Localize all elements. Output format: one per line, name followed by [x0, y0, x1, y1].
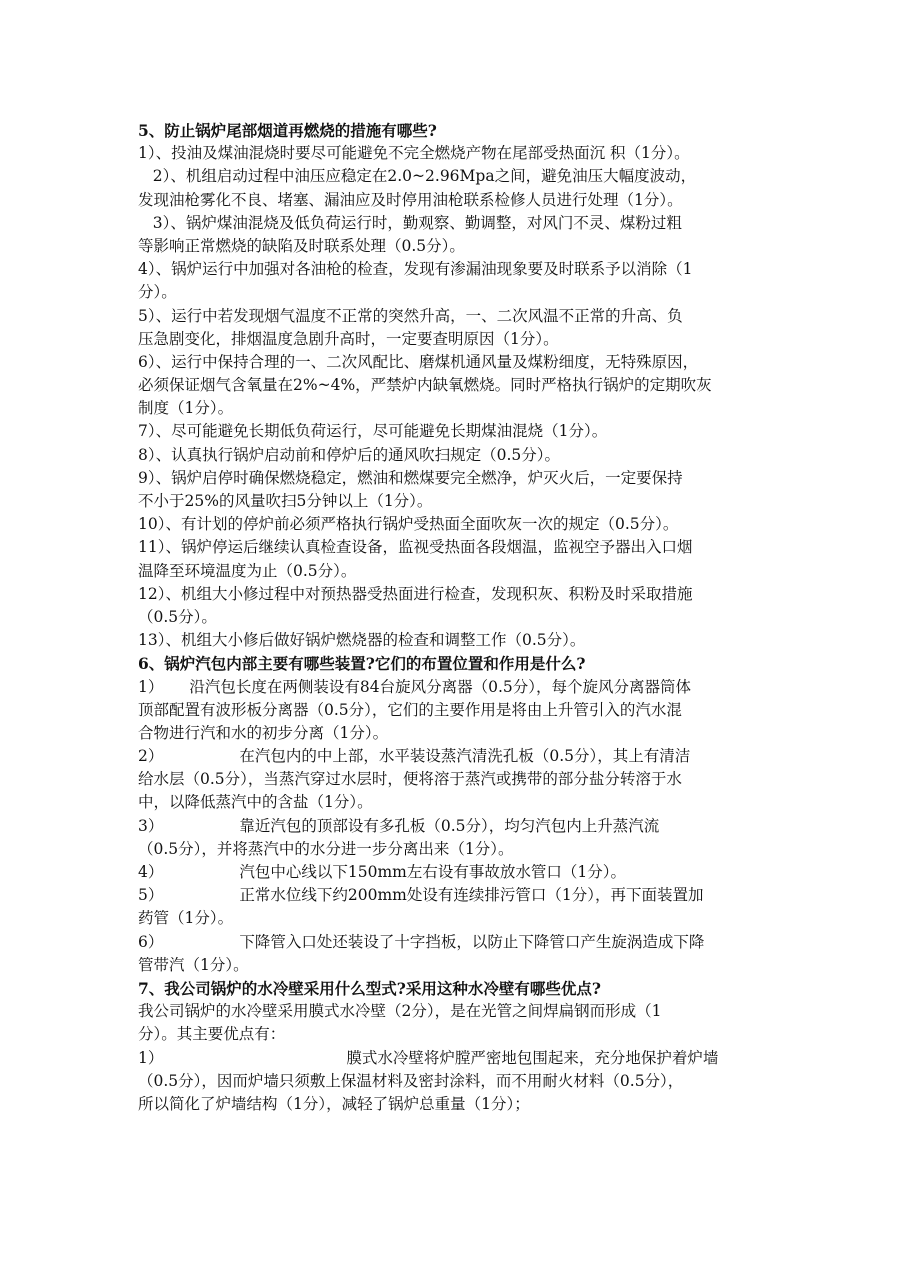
q5-line: 11）、锅炉停运后继续认真检查设备，监视受热面各段烟温，监视空予器出入口烟	[138, 538, 693, 557]
q5-line: 温降至环境温度为止（0.5分）。	[138, 561, 357, 580]
q5-line: 9）、锅炉启停时确保燃烧稳定，燃油和燃煤要完全燃净，炉灭火后，一定要保持	[138, 468, 683, 487]
q7-item-1	[138, 1047, 774, 1070]
question-5-heading: 5、防止锅炉尾部烟道再燃烧的措施有哪些?	[138, 121, 437, 140]
q6-item-continuation: 合物进行汽和水的初步分离（1分）。	[138, 723, 389, 742]
q5-line: 4）、锅炉运行中加强对各油枪的检查，发现有渗漏油现象要及时联系予以消除（1	[138, 260, 693, 279]
q5-line: 必须保证烟气含氧量在2%~4%，严禁炉内缺氧燃烧。同时严格执行锅炉的定期吹灰	[138, 376, 712, 395]
q5-line: 压急剧变化，排烟温度急剧升高时，一定要查明原因（1分）。	[138, 329, 559, 348]
q5-line: 13）、机组大小修后做好锅炉燃烧器的检查和调整工作（0.5分）。	[138, 631, 586, 650]
item-number: 3）	[138, 816, 164, 835]
q6-item-continuation: 管带汽（1分）。	[138, 955, 249, 974]
q6-item-continuation: 顶部配置有波形板分离器（0.5分），它们的主要作用是将由上升管引入的汽水混	[138, 700, 682, 719]
q5-line: 分）。	[138, 283, 177, 302]
question-6-heading: 6、锅炉汽包内部主要有哪些装置?它们的布置位置和作用是什么?	[138, 654, 586, 674]
item-number: 1）	[138, 677, 164, 696]
q7-line: 分）。其主要优点有：	[138, 1025, 286, 1044]
q6-item-1	[138, 676, 774, 699]
q6-item-2	[138, 745, 774, 768]
item-text: 沿汽包长度在两侧装设有84台旋风分离器（0.5分），每个旋风分离器筒体	[189, 677, 692, 696]
q5-line: （0.5分）。	[138, 607, 217, 626]
item-number: 2）	[138, 747, 164, 766]
item-text: 膜式水冷壁将炉膛严密地包围起来，充分地保护着炉墙	[346, 1048, 719, 1067]
q5-line: 3）、锅炉煤油混烧及低负荷运行时，勤观察、勤调整，对风门不灵、煤粉过粗	[138, 213, 682, 232]
item-text: 下降管入口处还装设了十字挡板，以防止下降管口产生旋涡造成下降	[239, 932, 705, 951]
q6-item-3	[138, 815, 774, 838]
q5-line: 2）、机组启动过程中油压应稳定在2.0~2.96Mpa之间，避免油压大幅度波动，	[138, 167, 697, 186]
item-number: 6）	[138, 932, 164, 951]
q6-item-6	[138, 931, 774, 954]
q6-item-continuation: 药管（1分）。	[138, 909, 234, 928]
q5-line: 6）、运行中保持合理的一、二次风配比、磨煤机通风量及煤粉细度，无特殊原因，	[138, 352, 699, 371]
question-7-heading: 7、我公司锅炉的水冷壁采用什么型式?采用这种水冷壁有哪些优点?	[138, 978, 601, 998]
q5-line: 10）、有计划的停炉前必须严格执行锅炉受热面全面吹灰一次的规定（0.5分）。	[138, 515, 679, 534]
q7-item-continuation: 所以简化了炉墙结构（1分），减轻了锅炉总重量（1分）；	[138, 1094, 530, 1113]
q6-item-continuation: （0.5分），并将蒸汽中的水分进一步分离出来（1分）。	[138, 839, 514, 858]
q5-line: 制度（1分）。	[138, 399, 234, 418]
q6-item-continuation: 中，以降低蒸汽中的含盐（1分）。	[138, 793, 373, 812]
q7-line: 我公司锅炉的水冷壁采用膜式水冷壁（2分），是在光管之间焊扁钢而形成（1	[138, 1002, 662, 1021]
item-number: 1）	[138, 1048, 164, 1067]
q5-line: 发现油枪雾化不良、堵塞、漏油应及时停用油枪联系检修人员进行处理（1分）。	[138, 190, 683, 209]
item-text: 汽包中心线以下150mm左右设有事故放水管口（1分）。	[239, 863, 626, 881]
q5-line: 等影响正常燃烧的缺陷及时联系处理（0.5分）。	[138, 236, 465, 255]
q6-item-continuation: 给水层（0.5分），当蒸汽穿过水层时，便将溶于蒸汽或携带的部分盐分转溶于水	[138, 770, 682, 789]
q5-line: 不小于25%的风量吹扫5分钟以上（1分）。	[138, 492, 433, 510]
q5-line: 12）、机组大小修过程中对预热器受热面进行检查，发现积灰、积粉及时采取措施	[138, 584, 693, 603]
q5-line: 7）、尽可能避免长期低负荷运行，尽可能避免长期煤油混烧（1分）。	[138, 422, 608, 441]
document-body	[138, 119, 774, 1116]
q6-item-5	[138, 884, 774, 907]
q5-line: 1）、投油及煤油混烧时要尽可能避免不完全燃烧产物在尾部受热面沉 积（1分）。	[138, 144, 690, 163]
q5-line: 8）、认真执行锅炉启动前和停炉后的通风吹扫规定（0.5分）。	[138, 445, 561, 464]
item-text: 靠近汽包的顶部设有多孔板（0.5分），均匀汽包内上升蒸汽流	[239, 816, 660, 835]
item-text: 正常水位线下约200mm处设有连续排污管口（1分），再下面装置加	[239, 886, 704, 905]
item-number: 4）	[138, 863, 164, 881]
q6-item-4	[138, 861, 774, 884]
item-number: 5）	[138, 886, 164, 905]
q7-item-continuation: （0.5分），因而炉墙只须敷上保温材料及密封涂料，而不用耐火材料（0.5分），	[138, 1071, 684, 1090]
q5-line: 5）、运行中若发现烟气温度不正常的突然升高，一、二次风温不正常的升高、负	[138, 306, 683, 325]
item-text: 在汽包内的中上部，水平装设蒸汽清洗孔板（0.5分），其上有清洁	[239, 747, 691, 766]
